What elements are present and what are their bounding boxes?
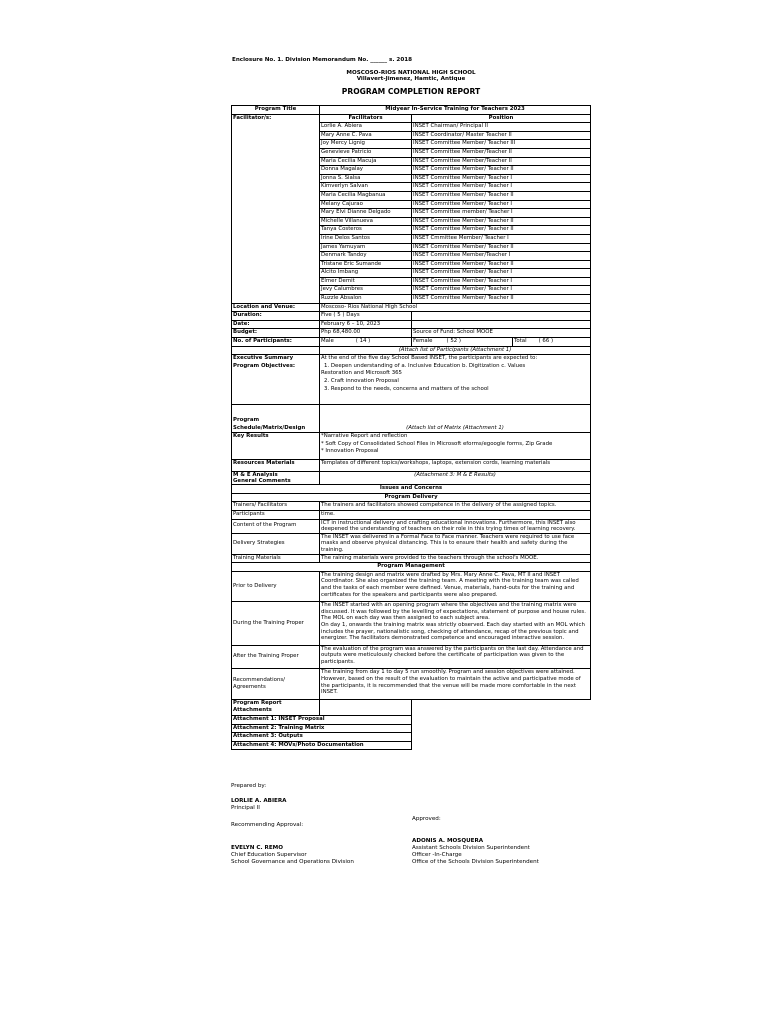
management-paragraph: The evaluation of the program was answered by the participants on the last day. Attendance and outputs were meticulously checked before the certificate of participation was given to the participants. — [321, 645, 584, 665]
facilitator-name: Maria Cecilia Magbanua — [320, 191, 412, 200]
objectives-intro: At the end of the five day School Based INSET, the participants are expected to: — [321, 355, 538, 362]
delivery-row — [232, 502, 591, 511]
facilitator-position: INSET Committee Member/ Teacher III — [412, 140, 591, 149]
program-delivery-header: Program Delivery — [232, 493, 591, 502]
management-row — [232, 602, 591, 646]
facilitator-name: Joy Mercy Lignig — [320, 140, 412, 149]
exec-summary-line1: Executive Summary — [233, 355, 294, 362]
management-paragraph: The training design and matrix were drafted by Mrs. Mary Anne C. Pava, MT II and INSET Coordinator. She also organized the training team. A meeting with the training team was called and the tasks of each member were defined. Venue, materials, hand-outs for the training and certificates for the speakers and participants were also prepared. — [321, 571, 579, 598]
female-count: ( 52 ) — [446, 338, 461, 345]
attachment-item: Attachment 4: MOVs/Photo Documentation — [232, 741, 412, 750]
total-cell — [513, 338, 591, 347]
schedule-line1: Program — [233, 417, 260, 424]
recommender-title-1: Chief Education Supervisor — [231, 852, 307, 858]
management-text — [320, 571, 591, 601]
delivery-label: Training Materials — [232, 554, 320, 563]
facilitator-position: INSET Committee Member/Teacher I — [412, 252, 591, 261]
delivery-label: Delivery Strategies — [232, 533, 320, 554]
schedule-label — [232, 405, 320, 433]
facilitator-position: INSET Committee Member/ Teacher II — [412, 226, 591, 235]
attachment-blank — [412, 733, 591, 742]
school-name: MOSCOSO-RIOS NATIONAL HIGH SCHOOL — [346, 70, 476, 76]
participants-note: (Attach list of Participants (Attachment 1) — [320, 346, 591, 355]
general-comments-label: General Comments — [233, 478, 291, 485]
key-result-2: * Soft Copy of Consolidated School Files in Microsoft eforms/egoogle forms, Zip Grade — [321, 440, 553, 447]
attachments-title-empty — [320, 699, 412, 715]
duration-empty — [412, 312, 591, 321]
delivery-text: The raining materials were provided to the teachers through the school's MOOE. — [320, 554, 591, 563]
facilitator-name: Jevy Calumbres — [320, 286, 412, 295]
program-title-label: Program Title — [232, 106, 320, 115]
objectives-cell — [320, 355, 591, 405]
attachment-item: Attachment 2: Training Matrix — [232, 724, 412, 733]
attachments-title: Program Report Attachments — [232, 699, 320, 715]
attachment-row — [232, 716, 591, 725]
management-row — [232, 571, 591, 601]
delivery-row — [232, 533, 591, 554]
objective-3: 3. Respond to the needs, concerns and matters of the school — [324, 385, 489, 392]
prepared-name: LORLIE A. ABIERA — [231, 798, 287, 804]
attachment-blank — [412, 716, 591, 725]
facilitator-name: Lorlie A. Abiera — [320, 123, 412, 132]
location-label: Location and Venue: — [232, 303, 320, 312]
key-results-label: Key Results — [232, 433, 320, 460]
facilitator-name: James Yamuyam — [320, 243, 412, 252]
date-label: Date: — [232, 320, 320, 329]
approver-name: ADONIS A. MOSQUERA — [412, 838, 484, 844]
facilitator-position: INSET Committee Member/ Teacher I — [412, 174, 591, 183]
management-paragraph: The training from day 1 to day 5 run smoothly. Program and session objectives were attained. However, based on the result of the evaluation to maintain the active and participative mode of the participants, it is recommended that the venue will be made more comfortable in the next INSET. — [321, 669, 581, 696]
management-text — [320, 669, 591, 699]
facilitator-position: INSET Committee Member/ Teacher I — [412, 269, 591, 278]
exec-summary-line2: Program Objectives: — [233, 362, 296, 369]
delivery-row — [232, 511, 591, 520]
participants-label: No. of Participants: — [232, 338, 320, 347]
enclosure-note: Enclosure No. 1. Division Memorandum No. ______ s. 2018 — [232, 57, 413, 63]
budget-value: Php 68,480.00 — [320, 329, 412, 338]
attachment-row — [232, 741, 591, 750]
facilitator-position: INSET Committee Member/ Teacher II — [412, 260, 591, 269]
facilitator-position: INSET Committee Member/ Teacher I — [412, 286, 591, 295]
total-count: ( 66 ) — [538, 338, 554, 345]
approver-title-2: Officer -In-Charge — [412, 852, 462, 858]
location-value: Moscoso- Rios National High School — [320, 303, 591, 312]
delivery-text: time. — [320, 511, 591, 520]
facilitator-position: INSET Cmmittee Member/ Teacher I — [412, 234, 591, 243]
attachment-item: Attachment 1: INSET Proposal — [232, 716, 412, 725]
key-result-3: * Innovation Proposal — [321, 448, 379, 455]
facilitator-name: Michelle Villanueva — [320, 217, 412, 226]
facilitator-position: INSET Committee Member/ Teacher II — [412, 243, 591, 252]
facilitator-name: Mary Anne C. Pava — [320, 131, 412, 140]
management-label: During the Training Proper — [232, 602, 320, 646]
facilitator-position: INSET Chairman/ Principal II — [412, 123, 591, 132]
me-analysis-label: M & E Analysis — [233, 472, 278, 479]
page-title: PROGRAM COMPLETION REPORT — [341, 87, 481, 96]
male-cell — [320, 338, 412, 347]
school-address: Villavert-Jimenez, Hamtic, Antique — [356, 76, 466, 82]
facilitator-name: Melany Cajurao — [320, 200, 412, 209]
duration-label: Duration: — [232, 312, 320, 321]
recommender-title-2: School Governance and Operations Division — [231, 859, 354, 865]
approved-label: Approved: — [412, 816, 441, 822]
col-facilitators-header: Facilitators — [320, 114, 412, 123]
management-row — [232, 645, 591, 669]
delivery-text: The trainers and facilitators showed competence in the delivery of the assigned topics. — [320, 502, 591, 511]
facilitator-name: Mary Elvi Dianne Delgado — [320, 209, 412, 218]
facilitator-name: Genevieve Patricio — [320, 148, 412, 157]
exec-summary-label — [232, 355, 320, 405]
prepared-title: Principal II — [231, 805, 260, 811]
facilitator-position: INSET Committee Member/ Teacher I — [412, 183, 591, 192]
delivery-label: Trainers/ Facilitators — [232, 502, 320, 511]
facilitator-name: Donna Magalay — [320, 166, 412, 175]
objective-2: 2. Craft innovation Proposal — [324, 378, 399, 384]
program-management-header: Program Management — [232, 563, 591, 572]
management-paragraph: The INSET started with an opening program where the objectives and the training matrix were discussed. It was followed by the levelling of expectations, statement of purpose and house rules. The MOL on each day was then assigned to each subject area. — [321, 602, 586, 622]
recommending-label: Recommending Approval: — [231, 822, 304, 828]
facilitator-position: INSET Committee Member/ Teacher II — [412, 217, 591, 226]
fund-source: Source of Fund: School MOOE — [412, 329, 591, 338]
date-value: February 6 – 10, 2023 — [320, 320, 412, 329]
management-label: After the Training Proper — [232, 645, 320, 669]
report-table — [231, 105, 591, 750]
prepared-by-label: Prepared by: — [231, 783, 267, 789]
approver-title-3: Office of the Schools Division Superintendent — [412, 859, 539, 865]
me-analysis-value: (Attachment 3: M & E Results) — [320, 472, 591, 485]
female-label: Female — [413, 338, 433, 345]
facilitator-name: Tanya Costeros — [320, 226, 412, 235]
schedule-note: (Attach list of Matrix (Attachment 1) — [320, 405, 591, 433]
facilitator-position: INSET Committee Member/Teacher II — [412, 157, 591, 166]
attachment-item: Attachment 3: Outputs — [232, 733, 412, 742]
attachment-row — [232, 724, 591, 733]
issues-header: Issues and Concerns — [232, 485, 591, 494]
facilitator-name: Alcito Imbang — [320, 269, 412, 278]
delivery-label: Participants — [232, 511, 320, 520]
attachment-row — [232, 733, 591, 742]
facilitator-position: INSET Committee Member/ Teacher I — [412, 277, 591, 286]
facilitator-name: Irine Delos Santos — [320, 234, 412, 243]
duration-value: Five ( 5 ) Days — [320, 312, 412, 321]
date-empty — [412, 320, 591, 329]
program-title-value: Midyear In-Service Training for Teachers 2023 — [320, 106, 591, 115]
facilitator-position: INSET Committee Member/Teacher II — [412, 148, 591, 157]
management-label: Prior to Delivery — [232, 571, 320, 601]
resources-value: Templates of different topics/workshops, laptops, extension cords, learning materials — [320, 460, 591, 472]
total-label: Total — [514, 338, 527, 345]
facilitator-position: INSET Committee Member/ Teacher II — [412, 191, 591, 200]
delivery-row — [232, 519, 591, 533]
objective-1-cont: Restoration and Microsoft 365 — [321, 370, 402, 377]
key-results-cell — [320, 433, 591, 460]
facilitator-position: INSET Committee Member/ Teacher II — [412, 295, 591, 304]
resources-label: Resources Materials — [232, 460, 320, 472]
management-paragraph-2: On day 1, onwards the training matrix was strictly observed. Each day started with an MOL which includes the prayer, nationalistic song, checking of attendance, recap of the previous topic and energizer. The facilitators demonstrated competence and encouraged interactive session. — [321, 621, 585, 642]
objective-1: 1. Deepen understanding of a. Inclusive Education b. Digitization c. Values — [324, 362, 526, 369]
facilitator-name: Tristane Eric Sumande — [320, 260, 412, 269]
schedule-line2: Schedule/Matrix/Design — [233, 424, 306, 431]
col-position-header: Position — [412, 114, 591, 123]
facilitator-name: Denmark Tandoy — [320, 252, 412, 261]
management-label: Recommendations/ Agreements — [232, 669, 320, 699]
facilitator-name: Elmer Demit — [320, 277, 412, 286]
male-label: Male — [321, 338, 334, 345]
facilitator-name: Kimverlyn Salvan — [320, 183, 412, 192]
management-row — [232, 669, 591, 699]
delivery-label: Content of the Program — [232, 519, 320, 533]
attachment-blank — [412, 724, 591, 733]
delivery-text: The INSET was delivered in a Formal Face to Face manner. Teachers were required to use face masks and observe physical distancing. This is to ensure their health and safety during the training. — [320, 533, 591, 554]
attachment-blank — [412, 741, 591, 750]
attach-note-empty — [232, 346, 320, 355]
management-text — [320, 645, 591, 669]
facilitator-name: Maria Cecilia Macuja — [320, 157, 412, 166]
female-cell — [412, 338, 513, 347]
me-label-cell — [232, 472, 320, 485]
facilitator-name: Ruzzle Absalon — [320, 295, 412, 304]
delivery-text: ICT in instructional delivery and crafting educational innovations. Furthermore, this INSET also deepened the understanding of teachers on their role in this trying times of learning recovery. — [320, 519, 591, 533]
facilitator-position: INSET Committee Member/ Teacher II — [412, 166, 591, 175]
facilitators-label: Facilitator/s: — [232, 114, 320, 303]
facilitator-name: Jonna S. Sialsa — [320, 174, 412, 183]
male-count: ( 14 ) — [355, 338, 371, 345]
approver-title-1: Assistant Schools Division Superintendent — [412, 845, 530, 851]
management-text — [320, 602, 591, 646]
recommender-name: EVELYN C. REMO — [231, 845, 283, 851]
delivery-row — [232, 554, 591, 563]
facilitator-position: INSET Committee Member/ Teacher I — [412, 200, 591, 209]
facilitator-position: INSET Coordinator/ Master Teacher II — [412, 131, 591, 140]
budget-label: Budget: — [232, 329, 320, 338]
key-result-1: *Narrative Report and reflection — [321, 433, 408, 440]
attachments-blank — [412, 699, 591, 715]
facilitator-position: INSET Committee member/ Teacher I — [412, 209, 591, 218]
